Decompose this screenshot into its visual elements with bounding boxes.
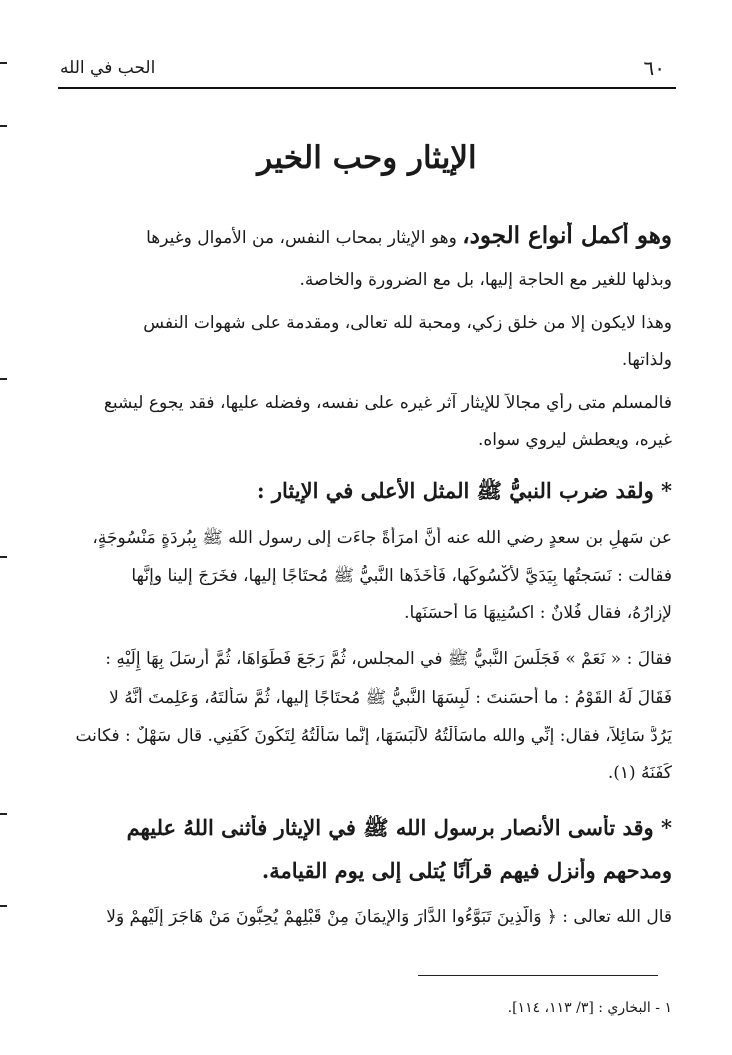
hadith-line: عن سَهلِ بن سعدٍ رضي الله عنه أنَّ امرَأَةً جاءَت إلى رسول الله ﷺ بِبُردَةٍ مَنْسُوجَةٍ،: [92, 528, 672, 548]
edge-mark: [0, 813, 7, 815]
running-title: الحب في الله: [60, 58, 156, 78]
edge-mark: [0, 62, 7, 64]
hadith-line: فقالت : نَسَجتُها بِيَدَيَّ لأكْسُوكَها، فَأَخَذَها النَّبيُّ ﷺ مُحتَاجًا إليها، فخَرَجَ إلينا وإنَّها: [131, 566, 672, 586]
header-rule: [58, 87, 676, 89]
section-heading: * وقد تأسى الأنصار برسول الله ﷺ في الإيثار فأثنى اللهُ عليهم: [126, 815, 672, 840]
paragraph-line: وهذا لايكون إلا من خلق زكي، ومحبة لله تعالى، ومقدمة على شهوات النفس: [143, 313, 672, 333]
paragraph-text: وهو الإيثار بمحاب النفس، من الأموال وغيرها: [146, 228, 463, 248]
footnote-rule: [418, 975, 658, 976]
hadith-line: يَرُدُّ سَائِلاً، فقال: إنِّي والله ماسَأَلْتُهُ لألْبَسَهَا، إنَّما سَأَلْتُهُ لِتَكُونَ كَفَنِي. قال سَهْلٌ : فكانت: [75, 726, 672, 746]
paragraph-line: وبذلها للغير مع الحاجة إليها، بل مع الضرورة والخاصة.: [299, 270, 672, 290]
quran-line: قال الله تعالى : ﴿ وَالَّذِينَ تَبَوَّءُوا الدَّارَ وَالإِيمَانَ مِنْ قَبْلِهِمْ يُحِبُّونَ مَنْ هَاجَرَ إِلَيْهِمْ وَلا: [106, 907, 672, 927]
edge-mark: [0, 378, 7, 380]
edge-mark: [0, 556, 7, 558]
page-header: [58, 56, 673, 84]
hadith-line: لإزارُهُ، فقال فُلانٌ : اكسُنِيهَا مَا أَحسَنَها.: [404, 603, 672, 623]
paragraph-line: [54, 222, 672, 249]
page-number: ٦٠: [643, 56, 665, 80]
section-heading: * ولقد ضرب النبيُّ ﷺ المثل الأعلى في الإيثار :: [256, 478, 672, 503]
hadith-line: فَقَالَ لَهُ القَوْمُ : ما أَحسَنتَ : لَبِسَهَا النَّبيُّ ﷺ مُحتَاجًا إليها، ثُمَّ سَأَلتَهُ، وَعَلِمتَ أَنَّهُ لا: [109, 688, 672, 708]
lead-phrase: وهو أكمل أنواع الجود،: [462, 222, 672, 249]
edge-mark: [0, 905, 7, 907]
hadith-line: كَفَنَهُ (١).: [607, 763, 672, 783]
paragraph-line: ولذاتها.: [621, 350, 672, 370]
paragraph-line: غيره، ويعطش ليروي سواه.: [477, 430, 672, 450]
footnote: ١ - البخاري : [٣/ ١١٣، ١١٤].: [507, 1000, 672, 1016]
edge-mark: [0, 125, 7, 127]
paragraph-line: فالمسلم متى رأي مجالاً للإيثار آثر غيره على نفسه، وفضله عليها، فقد يجوع ليشبع: [103, 393, 672, 413]
section-heading: ومدحهم وأنزل فيهم قرآنًا يُتلى إلى يوم القيامة.: [261, 858, 672, 883]
chapter-title: الإيثار وحب الخير: [257, 140, 477, 176]
hadith-line: فقالَ : « نَعَمْ » فَجَلَسَ النَّبيُّ ﷺ في المجلس، ثُمَّ رَجَعَ فَطَوَاهَا، ثُمَّ أَرسَلَ بِهَا إِلَيْهِ :: [105, 649, 672, 669]
